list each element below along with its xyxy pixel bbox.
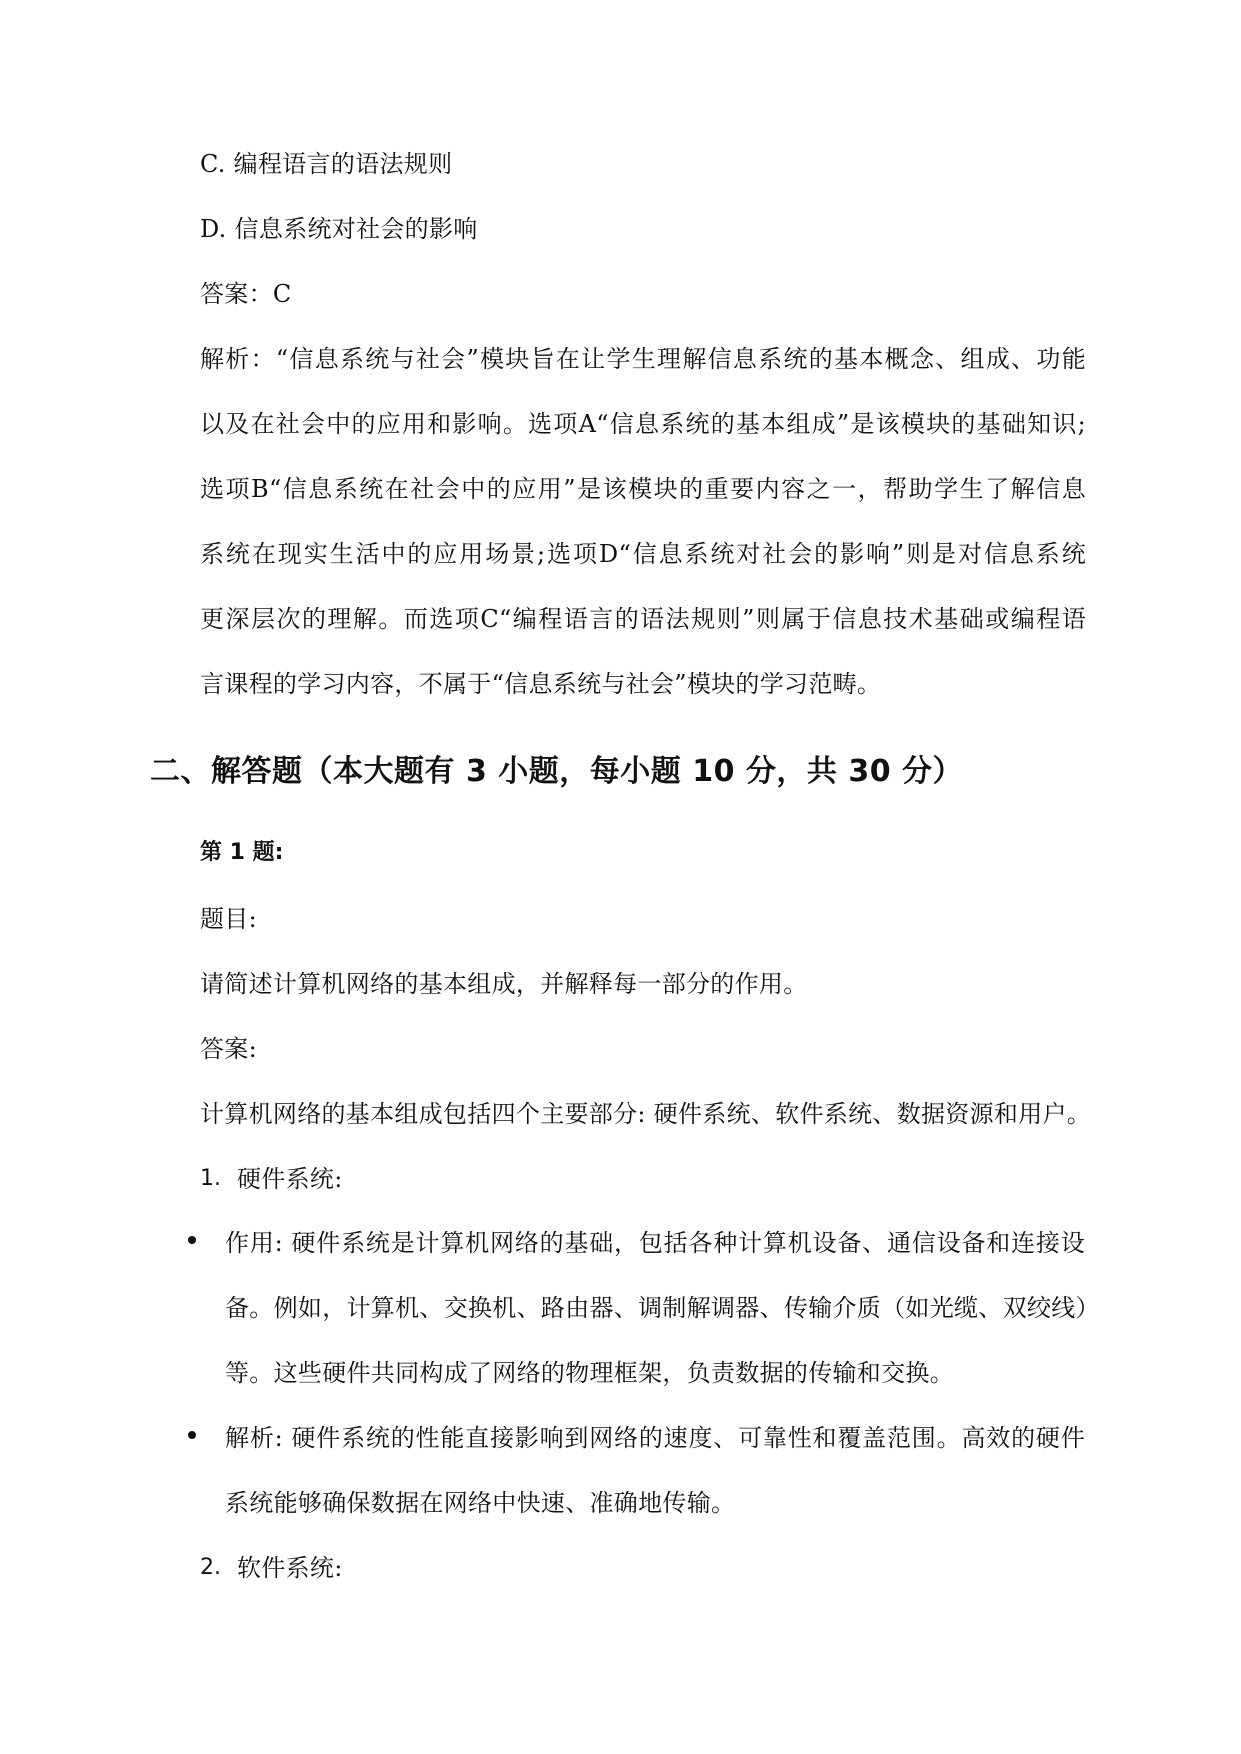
bullet1-line-2: 备。例如，计算机、交换机、路由器、调制解调器、传输介质（如光缆、双绞线） [225, 1294, 1100, 1322]
option-c: C. 编程语言的语法规则 [200, 150, 453, 178]
bullet1-line-1: 作用: 硬件系统是计算机网络的基础，包括各种计算机设备、通信设备和连接设 [225, 1229, 1085, 1257]
analysis-line-3: 选项B“信息系统在社会中的应用”是该模块的重要内容之一，帮助学生了解信息 [200, 475, 1086, 503]
list-number-2: 2. [200, 1555, 221, 1580]
list-item-title-1: 硬件系统: [237, 1165, 343, 1193]
analysis-line-5: 更深层次的理解。而选项C“编程语言的语法规则”则属于信息技术基础或编程语 [200, 605, 1086, 633]
question-number: 第 1 题: [200, 840, 284, 865]
bullet1-line-3: 等。这些硬件共同构成了网络的物理框架，负责数据的传输和交换。 [225, 1359, 954, 1387]
answer-intro: 计算机网络的基本组成包括四个主要部分: 硬件系统、软件系统、数据资源和用户。 [200, 1100, 1092, 1128]
list-item-title-2: 软件系统: [237, 1554, 343, 1582]
section-heading: 二、解答题（本大题有 3 小题，每小题 10 分，共 30 分） [150, 754, 964, 789]
analysis-line-4: 系统在现实生活中的应用场景;选项D“信息系统对社会的影响”则是对信息系统 [200, 540, 1086, 568]
list-number-1: 1. [200, 1166, 221, 1191]
bullet-icon [188, 1236, 196, 1244]
answer-line: 答案：C [200, 280, 292, 308]
analysis-line-1: 解析：“信息系统与社会”模块旨在让学生理解信息系统的基本概念、组成、功能 [200, 345, 1086, 373]
analysis-line-2: 以及在社会中的应用和影响。选项A“信息系统的基本组成”是该模块的基础知识; [200, 410, 1086, 438]
bullet2-line-1: 解析: 硬件系统的性能直接影响到网络的速度、可靠性和覆盖范围。高效的硬件 [225, 1424, 1085, 1452]
bullet-icon [188, 1431, 196, 1439]
option-d: D. 信息系统对社会的影响 [200, 215, 478, 243]
bullet2-line-2: 系统能够确保数据在网络中快速、准确地传输。 [225, 1489, 736, 1517]
answer-label: 答案: [200, 1035, 257, 1063]
question-label: 题目: [200, 905, 257, 933]
question-text: 请简述计算机网络的基本组成，并解释每一部分的作用。 [200, 970, 808, 998]
analysis-line-6: 言课程的学习内容，不属于“信息系统与社会”模块的学习范畴。 [200, 670, 882, 698]
